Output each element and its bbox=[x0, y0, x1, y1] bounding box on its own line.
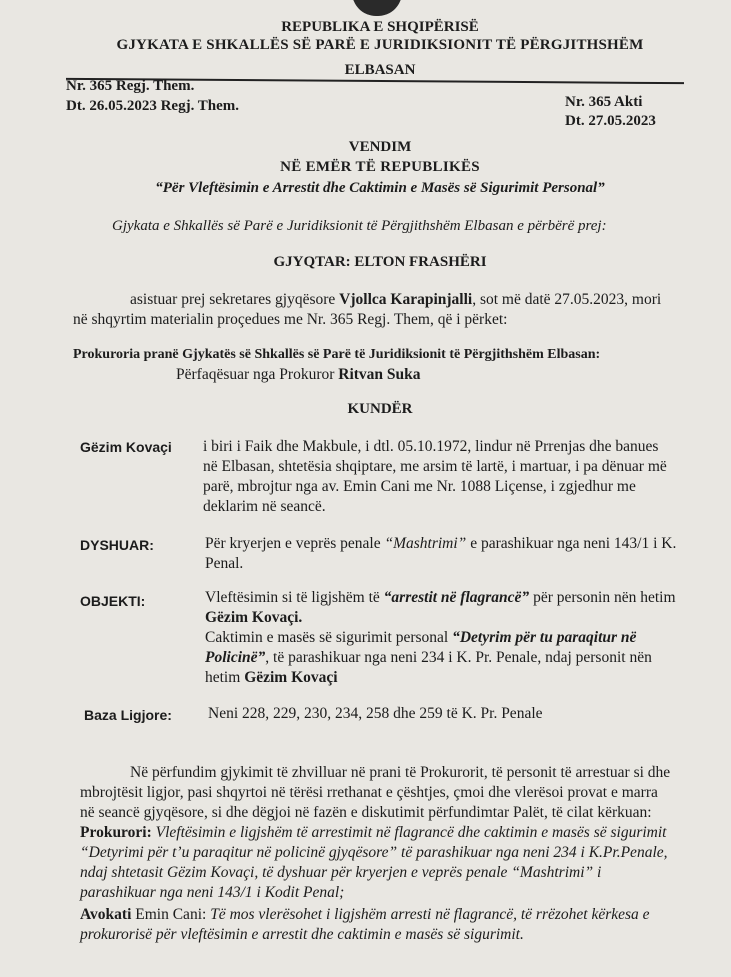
legal-basis-label: Baza Ligjore: bbox=[84, 707, 172, 723]
assisted-line-2: në shqyrtim materialin proçedues me Nr. 365 Regj. Them, që i përket: bbox=[73, 311, 508, 328]
defendant-details: i biri i Faik dhe Makbule, i dtl. 05.10.1972, lindur në Prrenjas dhe banues në Elbasan, shtetësia shqiptare, me arsim të lartë, i martuar, i pa dënuar më parë, mbrojtur nga av. Emin Cani me Nr. 1088 Liçense, i zgjedhur me deklarim në seancë. bbox=[203, 438, 667, 515]
advocate-request: Avokati Emin Cani: Të mos vlerësohet i ligjshëm arresti në flagrancë, të rrëzohet kërkesa e prokurorisë për vleftësimin e arrestit dhe caktimin e masës së sigurimit. bbox=[80, 906, 650, 943]
suspected-text: Për kryerjen e veprës penale “Mashtrimi” e parashikuar nga neni 143/1 i K. Penal. bbox=[205, 535, 677, 572]
act-date: Dt. 27.05.2023 bbox=[565, 113, 656, 129]
court-city: ELBASAN bbox=[344, 62, 416, 78]
decision-subject: “Për Vleftësimin e Arrestit dhe Caktimin e Masës së Sigurimit Personal” bbox=[155, 180, 605, 196]
conclusion-line-3: në seancë gjyqësore, si dhe dëgjoi në fazën e diskutimit përfundimtar Palët, të cilat kërkuan: bbox=[80, 804, 652, 821]
act-number: Nr. 365 Akti bbox=[565, 94, 643, 110]
conclusion-line-2: mbrojtësit ligjor, pasi shqyrtoi në tërësi rrethanat e çështjes, çmoi dhe vlerësoi provat e marra bbox=[80, 784, 658, 801]
legal-basis-text: Neni 228, 229, 230, 234, 258 dhe 259 të K. Pr. Penale bbox=[208, 705, 543, 722]
judge-name: GJYQTAR: ELTON FRASHËRI bbox=[273, 254, 487, 270]
object-label: OBJEKTI: bbox=[80, 593, 146, 609]
against-heading: KUNDËR bbox=[347, 401, 413, 417]
prosecutor-request: Prokurori: Vleftësimin e ligjshëm të arrestimit në flagrancë dhe caktimin e masës së sigurimit “Detyrimi për t’u paraqitur në policinë gjyqësore” të parashikuar nga neni 234 i K.Pr.Penale, ndaj shtetasit Gëzim Kovaçi, të dyshuar për kryerjen e veprës penale “Mashtrimi” i parashikuar nga neni 143/1 i Kodit Penal; bbox=[80, 824, 668, 901]
object-text: Vleftësimin si të ligjshëm të “arrestit në flagrancë” për personin nën hetim Gëzim Kovaçi. Caktimin e masës së sigurimit personal “Detyrim për tu paraqitur në Policinë”, të parashikuar nga neni 234 i K. Pr. Penale, ndaj personit nën hetim Gëzim Kovaçi bbox=[205, 589, 676, 686]
in-name-of-republic: NË EMËR TË REPUBLIKËS bbox=[280, 159, 480, 175]
secretary-name: Vjollca Karapinjalli bbox=[339, 291, 473, 308]
defendant-label: Gëzim Kovaçi bbox=[80, 439, 172, 455]
court-composition: Gjykata e Shkallës së Parë e Juridiksionit të Përgjithshëm Elbasan e përbërë prej: bbox=[112, 218, 607, 234]
prosecutor-name: Ritvan Suka bbox=[338, 366, 421, 383]
emblem-icon bbox=[352, 0, 402, 16]
assisted-line: asistuar prej sekretares gjyqësore Vjollca Karapinjalli, sot më datë 27.05.2023, mori bbox=[130, 291, 662, 308]
prosecutor-representation: Përfaqësuar nga Prokuror Ritvan Suka bbox=[176, 366, 421, 383]
decision-title: VENDIM bbox=[348, 139, 412, 155]
registry-date: Dt. 26.05.2023 Regj. Them. bbox=[66, 98, 240, 114]
republic-name: REPUBLIKA E SHQIPËRISË bbox=[281, 19, 479, 35]
registry-number: Nr. 365 Regj. Them. bbox=[66, 78, 195, 94]
suspected-label: DYSHUAR: bbox=[80, 537, 154, 553]
conclusion-line-1: Në përfundim gjykimit të zhvilluar në prani të Prokurorit, të personit të arrestuar si dhe bbox=[130, 764, 671, 781]
court-name: GJYKATA E SHKALLËS SË PARË E JURIDIKSIONIT TË PËRGJITHSHËM bbox=[116, 37, 644, 53]
prosecution-office: Prokuroria pranë Gjykatës së Shkallës së Parë të Juridiksionit të Përgjithshëm Elbasan: bbox=[73, 347, 601, 362]
